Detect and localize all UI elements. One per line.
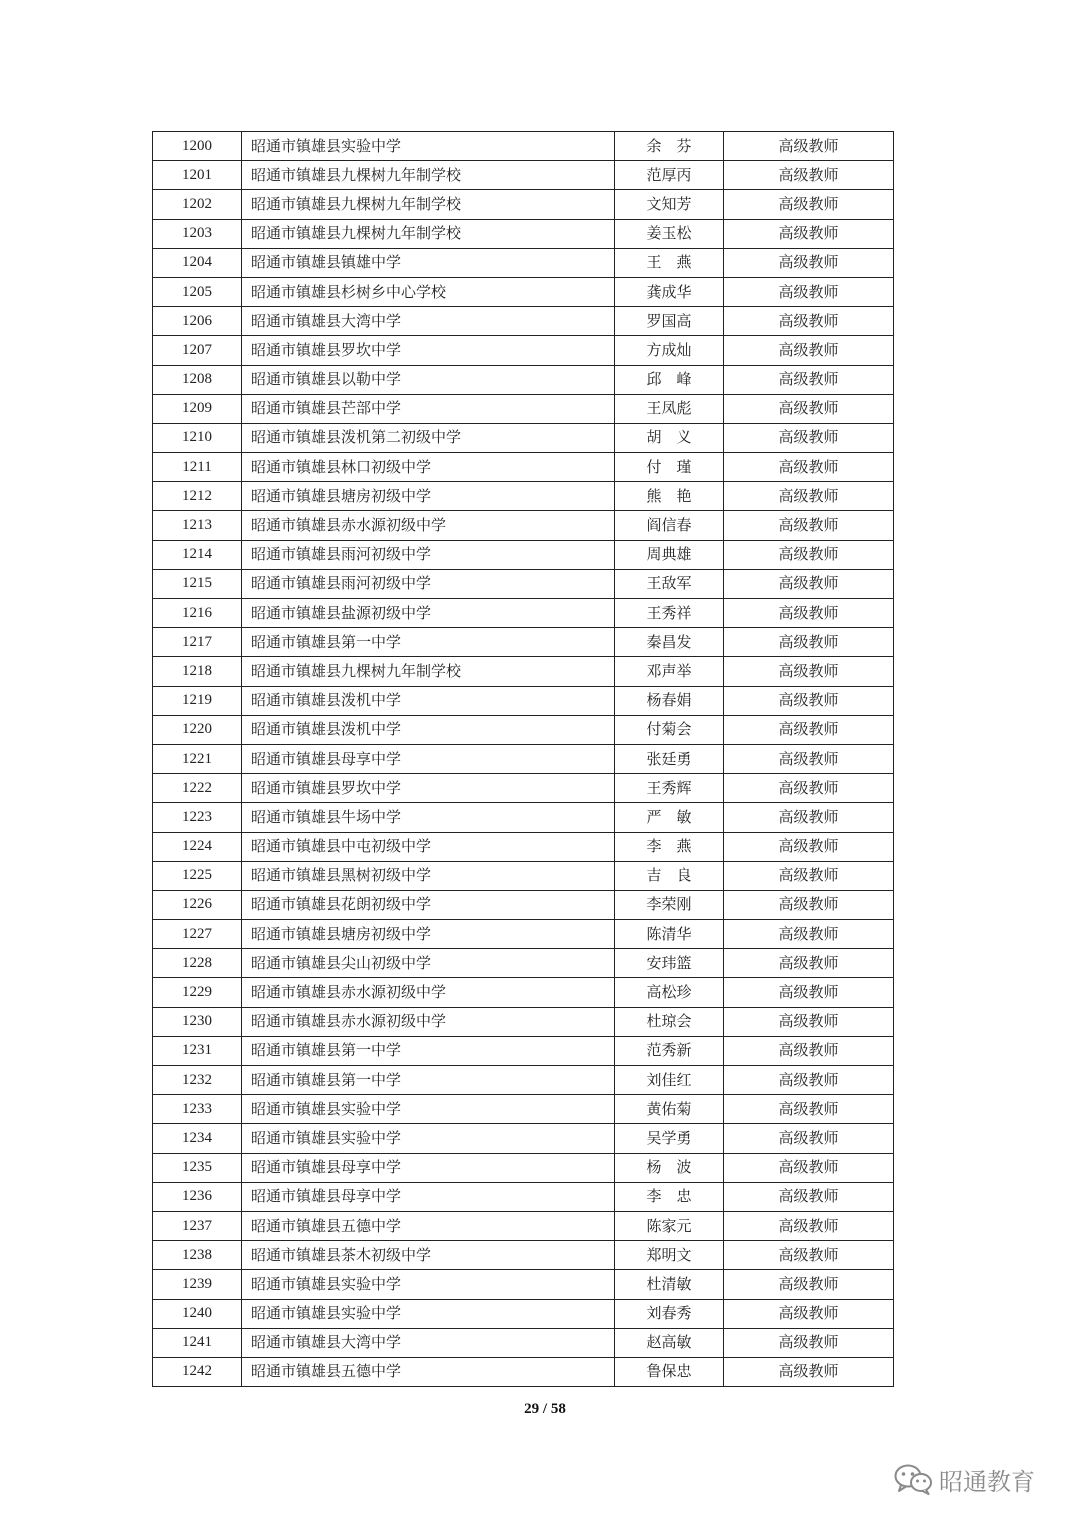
cell-school: 昭通市镇雄县五德中学 xyxy=(242,1211,615,1240)
cell-number: 1220 xyxy=(153,715,242,744)
cell-number: 1202 xyxy=(153,190,242,219)
table-row xyxy=(153,1328,894,1357)
table-row xyxy=(153,482,894,511)
cell-number: 1234 xyxy=(153,1124,242,1153)
cell-number: 1239 xyxy=(153,1270,242,1299)
watermark-text: 昭通教育 xyxy=(939,1467,1035,1496)
cell-title: 高级教师 xyxy=(724,744,894,773)
cell-title: 高级教师 xyxy=(724,394,894,423)
cell-school: 昭通市镇雄县塘房初级中学 xyxy=(242,920,615,949)
cell-number: 1208 xyxy=(153,365,242,394)
cell-teacher-name: 刘春秀 xyxy=(615,1299,724,1328)
cell-number: 1240 xyxy=(153,1299,242,1328)
cell-school: 昭通市镇雄县赤水源初级中学 xyxy=(242,1007,615,1036)
cell-number: 1228 xyxy=(153,949,242,978)
table-row xyxy=(153,423,894,452)
table-row xyxy=(153,832,894,861)
cell-teacher-name: 吉 良 xyxy=(615,861,724,890)
cell-school: 昭通市镇雄县实验中学 xyxy=(242,132,615,161)
cell-title: 高级教师 xyxy=(724,1328,894,1357)
cell-teacher-name: 范厚丙 xyxy=(615,161,724,190)
cell-teacher-name: 陈清华 xyxy=(615,920,724,949)
cell-title: 高级教师 xyxy=(724,1066,894,1095)
cell-number: 1226 xyxy=(153,890,242,919)
cell-school: 昭通市镇雄县赤水源初级中学 xyxy=(242,511,615,540)
cell-teacher-name: 鲁保忠 xyxy=(615,1357,724,1386)
cell-school: 昭通市镇雄县母享中学 xyxy=(242,744,615,773)
cell-teacher-name: 严 敏 xyxy=(615,803,724,832)
cell-teacher-name: 高松珍 xyxy=(615,978,724,1007)
cell-school: 昭通市镇雄县中屯初级中学 xyxy=(242,832,615,861)
cell-number: 1217 xyxy=(153,628,242,657)
cell-teacher-name: 刘佳红 xyxy=(615,1066,724,1095)
table-row xyxy=(153,628,894,657)
cell-title: 高级教师 xyxy=(724,861,894,890)
cell-title: 高级教师 xyxy=(724,599,894,628)
cell-number: 1237 xyxy=(153,1211,242,1240)
cell-teacher-name: 邓声举 xyxy=(615,657,724,686)
cell-number: 1238 xyxy=(153,1241,242,1270)
cell-title: 高级教师 xyxy=(724,686,894,715)
table-row xyxy=(153,599,894,628)
cell-number: 1216 xyxy=(153,599,242,628)
cell-number: 1215 xyxy=(153,569,242,598)
cell-school: 昭通市镇雄县实验中学 xyxy=(242,1124,615,1153)
cell-number: 1225 xyxy=(153,861,242,890)
cell-school: 昭通市镇雄县实验中学 xyxy=(242,1095,615,1124)
watermark xyxy=(893,1459,1035,1499)
cell-teacher-name: 李荣刚 xyxy=(615,890,724,919)
table-row xyxy=(153,1241,894,1270)
cell-school: 昭通市镇雄县赤水源初级中学 xyxy=(242,978,615,1007)
table-row xyxy=(153,511,894,540)
table-row xyxy=(153,744,894,773)
cell-teacher-name: 付菊会 xyxy=(615,715,724,744)
table-row xyxy=(153,540,894,569)
cell-title: 高级教师 xyxy=(724,1270,894,1299)
cell-title: 高级教师 xyxy=(724,774,894,803)
cell-teacher-name: 秦昌发 xyxy=(615,628,724,657)
table-row xyxy=(153,1182,894,1211)
cell-title: 高级教师 xyxy=(724,132,894,161)
cell-teacher-name: 王秀祥 xyxy=(615,599,724,628)
cell-teacher-name: 周典雄 xyxy=(615,540,724,569)
cell-title: 高级教师 xyxy=(724,1124,894,1153)
cell-number: 1233 xyxy=(153,1095,242,1124)
cell-title: 高级教师 xyxy=(724,1182,894,1211)
cell-teacher-name: 阎信春 xyxy=(615,511,724,540)
table-row xyxy=(153,132,894,161)
cell-school: 昭通市镇雄县雨河初级中学 xyxy=(242,540,615,569)
cell-school: 昭通市镇雄县泼机第二初级中学 xyxy=(242,423,615,452)
cell-number: 1232 xyxy=(153,1066,242,1095)
cell-title: 高级教师 xyxy=(724,540,894,569)
cell-number: 1209 xyxy=(153,394,242,423)
cell-number: 1223 xyxy=(153,803,242,832)
cell-number: 1227 xyxy=(153,920,242,949)
cell-title: 高级教师 xyxy=(724,1036,894,1065)
teacher-roster-table xyxy=(152,131,894,1387)
table-row xyxy=(153,861,894,890)
cell-school: 昭通市镇雄县母享中学 xyxy=(242,1153,615,1182)
cell-title: 高级教师 xyxy=(724,657,894,686)
cell-school: 昭通市镇雄县母享中学 xyxy=(242,1182,615,1211)
cell-number: 1224 xyxy=(153,832,242,861)
cell-number: 1206 xyxy=(153,307,242,336)
cell-title: 高级教师 xyxy=(724,511,894,540)
cell-title: 高级教师 xyxy=(724,1357,894,1386)
cell-title: 高级教师 xyxy=(724,920,894,949)
table-row xyxy=(153,657,894,686)
cell-number: 1222 xyxy=(153,774,242,803)
table-row xyxy=(153,1357,894,1386)
table-row xyxy=(153,219,894,248)
table-row xyxy=(153,920,894,949)
wechat-icon xyxy=(893,1463,933,1495)
cell-school: 昭通市镇雄县罗坎中学 xyxy=(242,336,615,365)
cell-title: 高级教师 xyxy=(724,978,894,1007)
cell-number: 1211 xyxy=(153,453,242,482)
cell-number: 1242 xyxy=(153,1357,242,1386)
cell-title: 高级教师 xyxy=(724,1007,894,1036)
table-row xyxy=(153,248,894,277)
cell-number: 1212 xyxy=(153,482,242,511)
cell-teacher-name: 吴学勇 xyxy=(615,1124,724,1153)
table-row xyxy=(153,715,894,744)
table-row xyxy=(153,1211,894,1240)
cell-title: 高级教师 xyxy=(724,248,894,277)
cell-school: 昭通市镇雄县大湾中学 xyxy=(242,307,615,336)
cell-teacher-name: 文知芳 xyxy=(615,190,724,219)
cell-teacher-name: 张廷勇 xyxy=(615,744,724,773)
cell-number: 1235 xyxy=(153,1153,242,1182)
cell-teacher-name: 胡 义 xyxy=(615,423,724,452)
cell-school: 昭通市镇雄县以勒中学 xyxy=(242,365,615,394)
cell-title: 高级教师 xyxy=(724,161,894,190)
cell-number: 1241 xyxy=(153,1328,242,1357)
cell-school: 昭通市镇雄县九棵树九年制学校 xyxy=(242,657,615,686)
cell-school: 昭通市镇雄县第一中学 xyxy=(242,1036,615,1065)
cell-teacher-name: 杜清敏 xyxy=(615,1270,724,1299)
cell-title: 高级教师 xyxy=(724,832,894,861)
table-row xyxy=(153,1153,894,1182)
cell-number: 1221 xyxy=(153,744,242,773)
cell-teacher-name: 罗国高 xyxy=(615,307,724,336)
cell-number: 1205 xyxy=(153,277,242,306)
table-row xyxy=(153,949,894,978)
cell-school: 昭通市镇雄县五德中学 xyxy=(242,1357,615,1386)
cell-title: 高级教师 xyxy=(724,1095,894,1124)
cell-number: 1201 xyxy=(153,161,242,190)
cell-school: 昭通市镇雄县第一中学 xyxy=(242,628,615,657)
table-row xyxy=(153,1036,894,1065)
cell-school: 昭通市镇雄县尖山初级中学 xyxy=(242,949,615,978)
cell-school: 昭通市镇雄县实验中学 xyxy=(242,1270,615,1299)
cell-school: 昭通市镇雄县杉树乡中心学校 xyxy=(242,277,615,306)
cell-school: 昭通市镇雄县九棵树九年制学校 xyxy=(242,190,615,219)
cell-school: 昭通市镇雄县塘房初级中学 xyxy=(242,482,615,511)
cell-school: 昭通市镇雄县九棵树九年制学校 xyxy=(242,161,615,190)
cell-title: 高级教师 xyxy=(724,569,894,598)
cell-teacher-name: 王秀辉 xyxy=(615,774,724,803)
table-row xyxy=(153,1299,894,1328)
cell-school: 昭通市镇雄县芒部中学 xyxy=(242,394,615,423)
table-row xyxy=(153,336,894,365)
cell-teacher-name: 熊 艳 xyxy=(615,482,724,511)
cell-teacher-name: 邱 峰 xyxy=(615,365,724,394)
cell-school: 昭通市镇雄县林口初级中学 xyxy=(242,453,615,482)
cell-title: 高级教师 xyxy=(724,715,894,744)
cell-title: 高级教师 xyxy=(724,949,894,978)
cell-title: 高级教师 xyxy=(724,628,894,657)
cell-school: 昭通市镇雄县泼机中学 xyxy=(242,686,615,715)
cell-title: 高级教师 xyxy=(724,423,894,452)
cell-school: 昭通市镇雄县实验中学 xyxy=(242,1299,615,1328)
cell-school: 昭通市镇雄县镇雄中学 xyxy=(242,248,615,277)
cell-teacher-name: 杨 波 xyxy=(615,1153,724,1182)
cell-number: 1204 xyxy=(153,248,242,277)
table-row xyxy=(153,1007,894,1036)
roster-table-body xyxy=(153,132,894,1387)
cell-number: 1214 xyxy=(153,540,242,569)
cell-school: 昭通市镇雄县九棵树九年制学校 xyxy=(242,219,615,248)
table-row xyxy=(153,686,894,715)
cell-school: 昭通市镇雄县泼机中学 xyxy=(242,715,615,744)
cell-teacher-name: 李 燕 xyxy=(615,832,724,861)
table-row xyxy=(153,453,894,482)
cell-teacher-name: 王凤彪 xyxy=(615,394,724,423)
cell-school: 昭通市镇雄县黑树初级中学 xyxy=(242,861,615,890)
cell-school: 昭通市镇雄县雨河初级中学 xyxy=(242,569,615,598)
table-row xyxy=(153,365,894,394)
table-row xyxy=(153,1066,894,1095)
table-row xyxy=(153,803,894,832)
cell-teacher-name: 杜琼会 xyxy=(615,1007,724,1036)
cell-teacher-name: 王敌军 xyxy=(615,569,724,598)
cell-teacher-name: 王 燕 xyxy=(615,248,724,277)
cell-teacher-name: 陈家元 xyxy=(615,1211,724,1240)
cell-number: 1236 xyxy=(153,1182,242,1211)
cell-title: 高级教师 xyxy=(724,336,894,365)
cell-title: 高级教师 xyxy=(724,365,894,394)
cell-title: 高级教师 xyxy=(724,453,894,482)
cell-teacher-name: 姜玉松 xyxy=(615,219,724,248)
table-row xyxy=(153,978,894,1007)
cell-teacher-name: 方成灿 xyxy=(615,336,724,365)
table-row xyxy=(153,1095,894,1124)
cell-teacher-name: 李 忠 xyxy=(615,1182,724,1211)
cell-title: 高级教师 xyxy=(724,1299,894,1328)
cell-title: 高级教师 xyxy=(724,803,894,832)
cell-title: 高级教师 xyxy=(724,482,894,511)
cell-title: 高级教师 xyxy=(724,219,894,248)
cell-teacher-name: 郑明文 xyxy=(615,1241,724,1270)
table-row xyxy=(153,569,894,598)
cell-teacher-name: 黄佑菊 xyxy=(615,1095,724,1124)
cell-school: 昭通市镇雄县第一中学 xyxy=(242,1066,615,1095)
cell-teacher-name: 龚成华 xyxy=(615,277,724,306)
cell-teacher-name: 余 芬 xyxy=(615,132,724,161)
cell-number: 1229 xyxy=(153,978,242,1007)
table-row xyxy=(153,774,894,803)
table-row xyxy=(153,190,894,219)
cell-title: 高级教师 xyxy=(724,1241,894,1270)
cell-title: 高级教师 xyxy=(724,1153,894,1182)
table-row xyxy=(153,394,894,423)
cell-teacher-name: 范秀新 xyxy=(615,1036,724,1065)
cell-number: 1203 xyxy=(153,219,242,248)
cell-number: 1207 xyxy=(153,336,242,365)
cell-number: 1218 xyxy=(153,657,242,686)
cell-school: 昭通市镇雄县盐源初级中学 xyxy=(242,599,615,628)
page-number: 29 / 58 xyxy=(524,1401,566,1417)
cell-number: 1230 xyxy=(153,1007,242,1036)
cell-number: 1200 xyxy=(153,132,242,161)
table-row xyxy=(153,277,894,306)
cell-title: 高级教师 xyxy=(724,307,894,336)
cell-title: 高级教师 xyxy=(724,890,894,919)
cell-number: 1210 xyxy=(153,423,242,452)
cell-teacher-name: 杨春娟 xyxy=(615,686,724,715)
cell-teacher-name: 付 瑾 xyxy=(615,453,724,482)
cell-title: 高级教师 xyxy=(724,1211,894,1240)
cell-school: 昭通市镇雄县罗坎中学 xyxy=(242,774,615,803)
cell-number: 1231 xyxy=(153,1036,242,1065)
cell-title: 高级教师 xyxy=(724,190,894,219)
cell-teacher-name: 安玮篮 xyxy=(615,949,724,978)
table-row xyxy=(153,161,894,190)
table-row xyxy=(153,307,894,336)
cell-number: 1219 xyxy=(153,686,242,715)
cell-school: 昭通市镇雄县大湾中学 xyxy=(242,1328,615,1357)
cell-teacher-name: 赵高敏 xyxy=(615,1328,724,1357)
cell-number: 1213 xyxy=(153,511,242,540)
table-row xyxy=(153,890,894,919)
table-row xyxy=(153,1124,894,1153)
cell-school: 昭通市镇雄县牛场中学 xyxy=(242,803,615,832)
cell-school: 昭通市镇雄县茶木初级中学 xyxy=(242,1241,615,1270)
cell-school: 昭通市镇雄县花朗初级中学 xyxy=(242,890,615,919)
cell-title: 高级教师 xyxy=(724,277,894,306)
table-row xyxy=(153,1270,894,1299)
